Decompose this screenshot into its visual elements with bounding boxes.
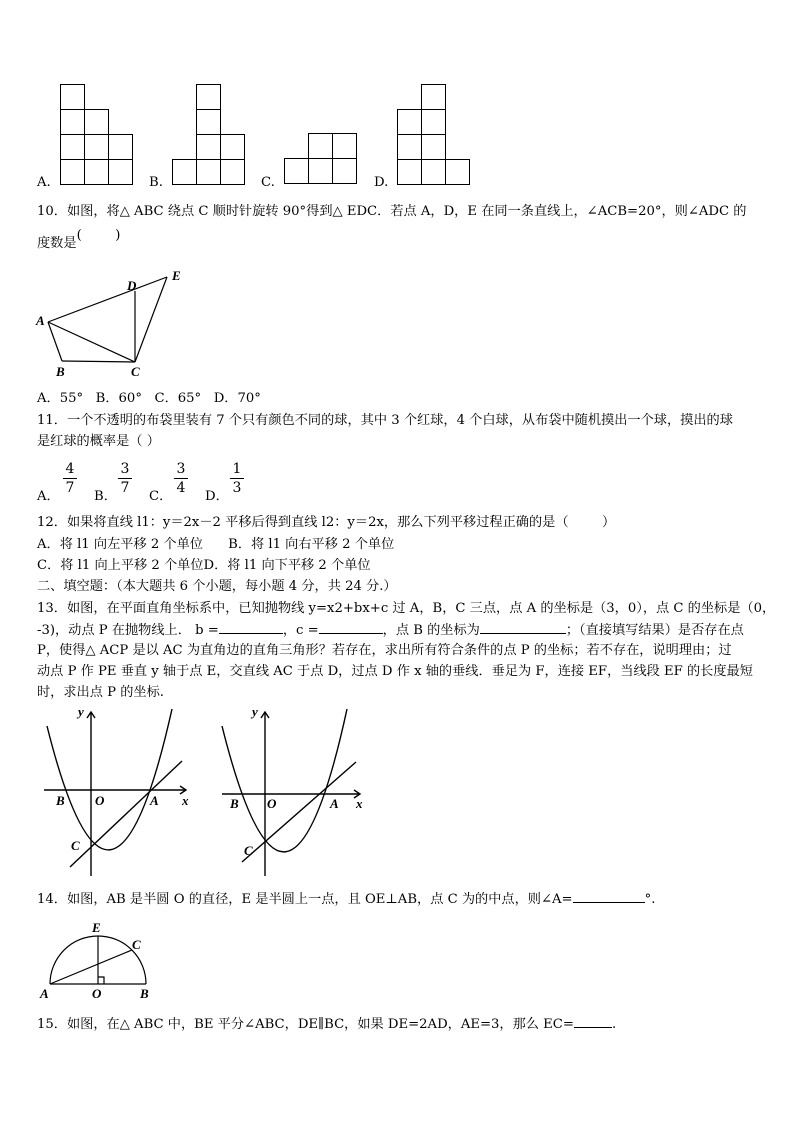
q13-g1-label-o: O xyxy=(95,793,105,808)
q10-label-a: A xyxy=(36,313,45,328)
q10-text-line2 xyxy=(37,228,121,254)
q13-line2-d: ；（直接填写结果）是否存在点 xyxy=(565,623,744,638)
q13-line1: 13．如图，在平面直角坐标系中，已知抛物线 y=x2+bx+c 过 A，B，C 三点，点 A 的坐标是（3，0），点 C 的坐标是（0， xyxy=(37,601,776,616)
q9-option-c: C. xyxy=(261,175,275,190)
q14-semicircle-figure xyxy=(36,920,166,1002)
q13-g2-label-a: A xyxy=(330,796,339,811)
q13-line2 xyxy=(37,619,744,641)
numerator: 4 xyxy=(65,461,75,477)
q13-line2-b: ，c = xyxy=(282,623,319,638)
q13-g2-label-x: x xyxy=(356,796,363,811)
q13-line2-a: -3)，动点 P 在抛物线上． b = xyxy=(37,623,219,638)
q11-option-c-letter: C． xyxy=(149,489,173,504)
q10-label-b: B xyxy=(56,364,65,379)
q13-line5: 时，求出点 P 的坐标. xyxy=(37,685,164,700)
numerator: 1 xyxy=(232,461,242,477)
q15-text-a: 15．如图，在△ ABC 中，BE 平分∠ABC，DE∥BC，如果 DE=2AD，AE=3，那么 EC= xyxy=(37,1017,574,1032)
q13-g1-label-c: C xyxy=(71,838,80,853)
q9-figure-c xyxy=(284,133,364,187)
q10-label-d: D xyxy=(127,278,137,293)
q13-graph-1 xyxy=(38,704,198,880)
q13-g1-label-a: A xyxy=(150,793,159,808)
q11-text-line1: 11．一个不透明的布袋里装有 7 个只有颜色不同的球，其中 3 个红球，4 个白球，从布袋中随机摸出一个球，摸出的球 xyxy=(37,413,733,428)
q13-line2-c: ，点 B 的坐标为 xyxy=(382,623,480,638)
q12-options-ab: A．将 l1 向左平移 2 个单位 B．将 l1 向右平移 2 个单位 xyxy=(37,537,395,552)
q10-paren: ( ) xyxy=(76,228,121,243)
q13-g2-label-y: y xyxy=(252,704,258,719)
q9-option-a: A. xyxy=(37,175,51,190)
q13-blank-c[interactable] xyxy=(319,619,383,634)
q13-line3: P，使得△ ACP 是以 AC 为直角边的直角三角形？若存在，求出所有符合条件的点 P 的坐标；若不存在，说明理由；过 xyxy=(37,643,732,658)
q9-figure-b xyxy=(172,84,252,186)
q13-graph-2 xyxy=(214,704,374,880)
q10-label-e: E xyxy=(172,268,181,283)
q9-option-d: D. xyxy=(374,175,389,190)
q11-option-b-fraction xyxy=(118,461,132,496)
q14-text xyxy=(37,888,655,910)
q11-option-c-fraction xyxy=(174,461,188,496)
q9-figure-a xyxy=(60,84,140,186)
q14-label-c: C xyxy=(132,937,141,952)
q14-label-a: A xyxy=(40,986,49,1001)
q14-text-a: 14．如图，AB 是半圆 O 的直径，E 是半圆上一点，且 OE⊥AB，点 C 为的中点，则∠A= xyxy=(37,892,573,907)
q13-blank-b[interactable] xyxy=(219,619,283,634)
section-heading-fill-in: 二、填空题：（本大题共 6 个小题，每小题 4 分，共 24 分.） xyxy=(37,579,397,594)
q14-label-o: O xyxy=(92,986,102,1001)
q14-text-b: °. xyxy=(644,892,656,907)
q11-text-line2: 是红球的概率是（ ） xyxy=(37,434,160,449)
q11-option-d-fraction xyxy=(230,461,244,496)
denominator: 4 xyxy=(176,480,186,496)
q12-text: 12．如果将直线 l1：y＝2x－2 平移后得到直线 l2：y＝2x，那么下列平移过程正确的是（ ） xyxy=(37,515,616,530)
q15-text xyxy=(37,1013,616,1035)
q15-answer-blank[interactable] xyxy=(574,1013,612,1028)
denominator: 7 xyxy=(120,480,130,496)
denominator: 3 xyxy=(232,480,242,496)
q13-blank-point-b[interactable] xyxy=(480,619,566,634)
q13-g1-label-b: B xyxy=(56,793,65,808)
q14-label-e: E xyxy=(92,920,101,935)
numerator: 3 xyxy=(176,461,186,477)
q14-label-b: B xyxy=(140,986,149,1001)
q13-line4: 动点 P 作 PE 垂直 y 轴于点 E，交直线 AC 于点 D，过点 D 作 x 轴的垂线．垂足为 F，连接 EF，当线段 EF 的长度最短 xyxy=(37,664,753,679)
q11-option-a-letter: A． xyxy=(37,489,60,504)
q10-options: A．55° B．60° C．65° D．70° xyxy=(37,391,261,406)
q15-text-b: . xyxy=(611,1017,617,1032)
q11-option-b-letter: B． xyxy=(94,489,117,504)
q13-g2-label-b: B xyxy=(230,796,239,811)
q10-text-prefix: 度数是 xyxy=(37,236,77,251)
q13-g1-label-y: y xyxy=(78,704,84,719)
q13-g2-label-c: C xyxy=(244,843,253,858)
q10-triangle-figure xyxy=(34,268,194,380)
q13-g2-label-o: O xyxy=(267,796,277,811)
q11-option-d-letter: D． xyxy=(205,489,229,504)
q10-label-c: C xyxy=(131,364,140,379)
q9-figure-d xyxy=(397,84,477,186)
q10-text-line1: 10．如图，将△ ABC 绕点 C 顺时针旋转 90°得到△ EDC．若点 A，D，E 在同一条直线上，∠ACB=20°，则∠ADC 的 xyxy=(37,204,747,219)
q14-answer-blank[interactable] xyxy=(573,888,645,903)
denominator: 7 xyxy=(65,480,75,496)
q11-option-a-fraction xyxy=(63,461,77,496)
q13-g1-label-x: x xyxy=(182,793,189,808)
q12-options-cd: C．将 l1 向上平移 2 个单位D．将 l1 向下平移 2 个单位 xyxy=(37,558,371,573)
q9-option-b: B. xyxy=(149,175,163,190)
numerator: 3 xyxy=(120,461,130,477)
